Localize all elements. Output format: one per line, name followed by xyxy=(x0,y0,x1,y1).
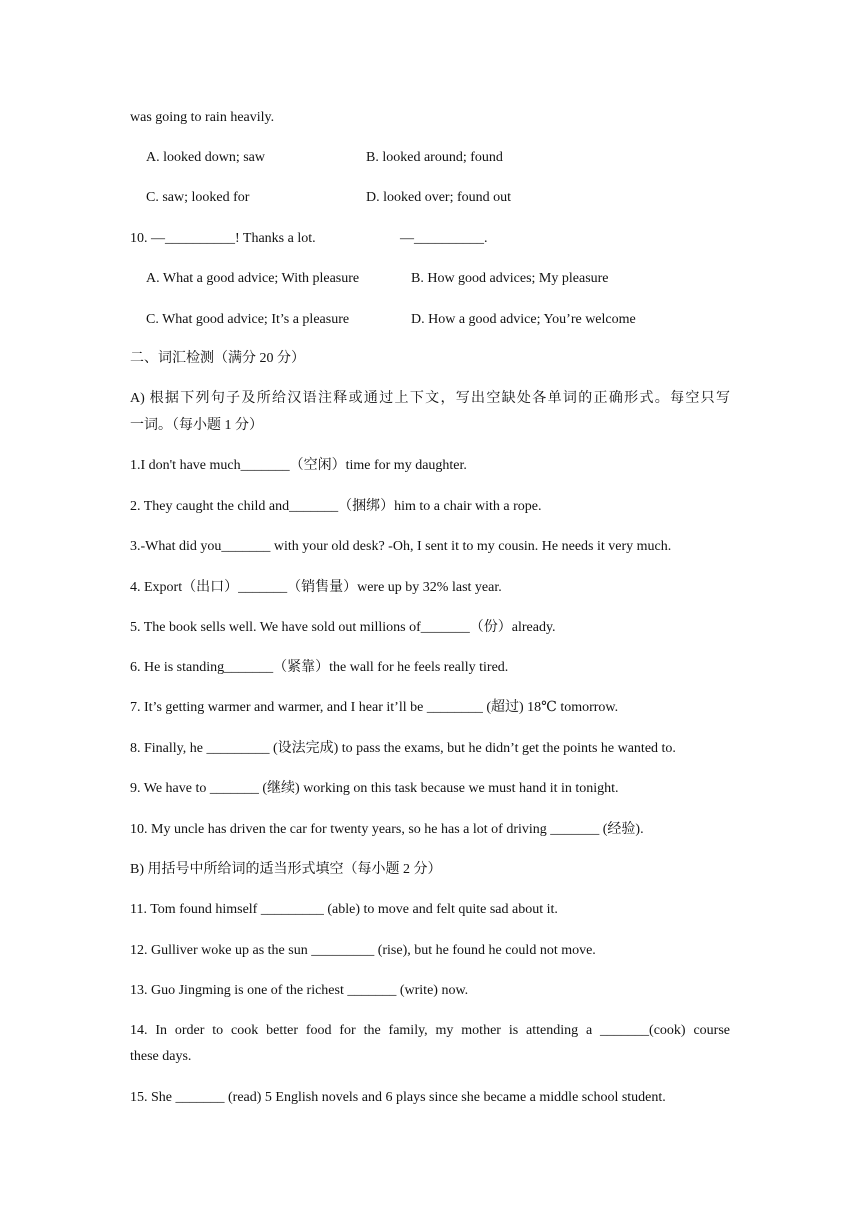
part-a-item: 7. It’s getting warmer and warmer, and I hear it’ll be ________ (超过) 18℃ tomorrow. xyxy=(130,700,619,715)
part-a-item: 6. He is standing_______（紧靠）the wall for he feels really tired. xyxy=(130,660,509,675)
part-a-item: 4. Export（出口）_______（销售量）were up by 32% last year. xyxy=(130,580,502,595)
q9-option-c: C. saw; looked for xyxy=(146,190,250,205)
part-a-item: 10. My uncle has driven the car for twenty years, so he has a lot of driving _______ (经验). xyxy=(130,822,644,837)
q10-option-a: A. What a good advice; With pleasure xyxy=(146,271,360,286)
q9-option-a: A. looked down; saw xyxy=(146,150,265,165)
part-a-item: 2. They caught the child and_______（捆绑）him to a chair with a rope. xyxy=(130,499,542,514)
part-a-item: 8. Finally, he _________ (设法完成) to pass the exams, but he didn’t get the points he wanted to. xyxy=(130,741,676,756)
part-a-item: 3.-What did you_______ with your old desk? -Oh, I sent it to my cousin. He needs it very much. xyxy=(130,539,672,554)
q14-line2: these days. xyxy=(130,1049,192,1064)
q10-prompt: 10. —__________! Thanks a lot. xyxy=(130,231,316,246)
q9-option-b: B. looked around; found xyxy=(366,150,503,165)
part-b-item: 12. Gulliver woke up as the sun _________ (rise), but he found he could not move. xyxy=(130,943,596,958)
part-a-instructions-line2: 一词。（每小题 1 分） xyxy=(130,418,263,433)
part-a-item: 5. The book sells well. We have sold out millions of_______（份）already. xyxy=(130,620,556,635)
part-a-item: 9. We have to _______ (继续) working on this task because we must hand it in tonight. xyxy=(130,781,619,796)
q10-option-c: C. What good advice; It’s a pleasure xyxy=(146,312,350,327)
q10-reply: —__________. xyxy=(400,231,488,246)
part-b-item: 13. Guo Jingming is one of the richest _______ (write) now. xyxy=(130,983,469,998)
q9-option-d: D. looked over; found out xyxy=(366,190,512,205)
part-a-instructions-line1: A) 根据下列句子及所给汉语注释或通过上下文，写出空缺处各单词的正确形式。每空只写 xyxy=(130,391,730,406)
q10-option-b: B. How good advices; My pleasure xyxy=(411,271,609,286)
part-a-item: 1.I don't have much_______（空闲）time for my daughter. xyxy=(130,458,467,473)
q15: 15. She _______ (read) 5 English novels and 6 plays since she became a middle school student. xyxy=(130,1090,666,1105)
part-b-instructions: B) 用括号中所给词的适当形式填空（每小题 2 分） xyxy=(130,862,442,877)
part-b-item: 11. Tom found himself _________ (able) to move and felt quite sad about it. xyxy=(130,902,558,917)
section-2-title: 二、词汇检测（满分 20 分） xyxy=(130,351,305,366)
q14-line1: 14. In order to cook better food for the family, my mother is attending a _______(cook) course xyxy=(130,1023,730,1038)
q10-option-d: D. How a good advice; You’re welcome xyxy=(411,312,636,327)
q9-continuation: was going to rain heavily. xyxy=(130,110,275,125)
